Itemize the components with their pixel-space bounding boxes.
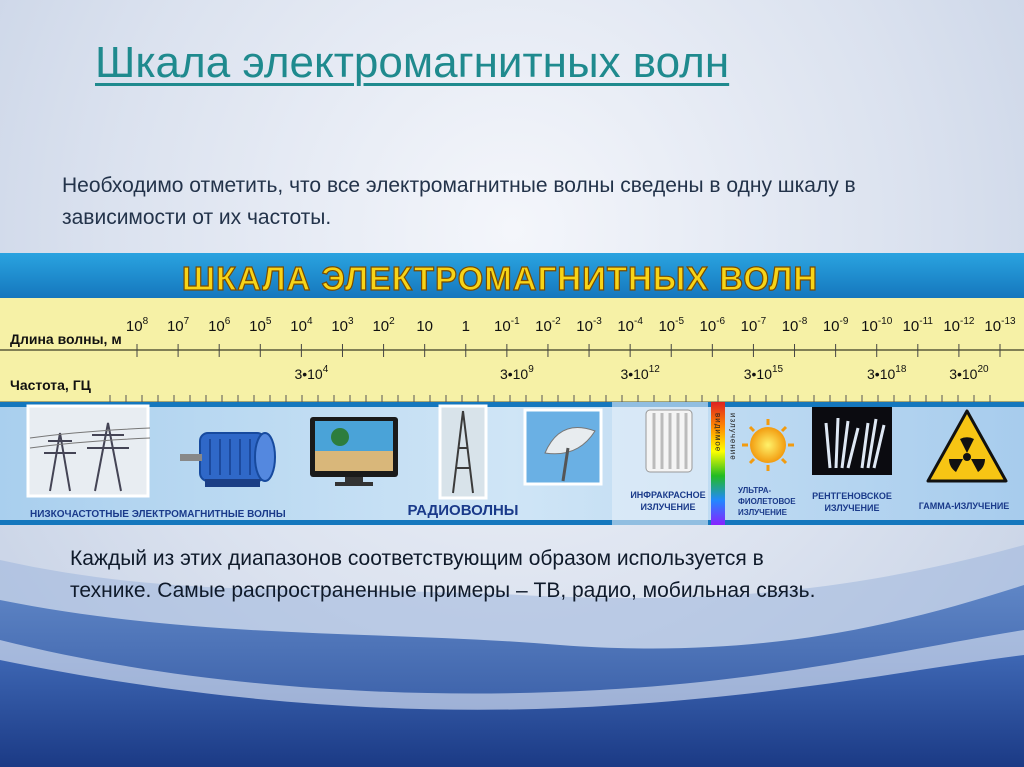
band-uv-1: УЛЬТРА- [738, 486, 772, 495]
band-gamma: ГАММА-ИЗЛУЧЕНИЕ [918, 501, 1010, 511]
satellite-dish-image [525, 410, 601, 484]
wavelength-tick-label: $10^{-12}$ [943, 316, 975, 335]
frequency-tick-label: $3•10^{15}$ [743, 364, 784, 382]
band-infrared-1: ИНФРАКРАСНОЕ [630, 490, 706, 500]
wavelength-tick-label: $10^{-11}$ [902, 316, 934, 335]
frequency-tick-label: $3•10^{12}$ [620, 364, 660, 382]
band-low-frequency: НИЗКОЧАСТОТНЫЕ ЭЛЕКТРОМАГНИТНЫЕ ВОЛНЫ [30, 509, 286, 520]
wavelength-tick-label: $10^{-1}$ [494, 316, 520, 335]
frequency-tick-label: $3•10^4$ [294, 364, 329, 382]
em-scale-banner [0, 253, 1024, 525]
wavelength-tick-label: $10^{-3}$ [576, 316, 602, 335]
slide-title: Шкала электромагнитных волн [95, 38, 730, 87]
wavelength-tick-label: $10^{-2}$ [535, 316, 561, 335]
usage-paragraph: Каждый из этих диапазонов соответствующим образом используется в технике. Самые распространенные примеры – ТВ, радио, мобильная связь. [70, 547, 816, 602]
power-lines-image [28, 406, 150, 496]
wavelength-tick-label: $10^{-5}$ [658, 316, 685, 335]
wavelength-label: Длина волны, м [10, 331, 122, 347]
wavelength-tick-label: $10^{-6}$ [699, 316, 726, 335]
wavelength-tick-label: $10^{-8}$ [781, 316, 808, 335]
band-uv-2: ФИОЛЕТОВОЕ [738, 497, 796, 506]
band-radio: РАДИОВОЛНЫ [407, 502, 519, 519]
frequency-tick-label: $3•10^{20}$ [949, 364, 989, 382]
band-infrared-2: ИЗЛУЧЕНИЕ [640, 502, 696, 512]
wavelength-tick-label: $10^7$ [166, 316, 190, 335]
wavelength-tick-label: $10^{-7}$ [740, 316, 767, 335]
wavelength-tick-label: $10^3$ [331, 316, 354, 335]
wavelength-tick-label: $10^5$ [249, 316, 272, 335]
band-xray-2: ИЗЛУЧЕНИЕ [824, 503, 880, 513]
wavelength-tick-label: 1 [461, 318, 470, 335]
xray-image [812, 407, 892, 475]
wavelength-tick-label: $10^{-4}$ [617, 316, 643, 335]
frequency-tick-label: $3•10^9$ [499, 364, 534, 382]
wavelength-tick-label: $10^4$ [290, 316, 313, 335]
wavelength-tick-label: 10 [416, 318, 434, 335]
wavelength-tick-label: $10^{-9}$ [822, 316, 849, 335]
frequency-label: Частота, ГЦ [10, 377, 91, 393]
frequency-tick-label: $3•10^{18}$ [867, 364, 907, 382]
wavelength-tick-label: $10^8$ [125, 316, 149, 335]
wavelength-tick-label: $10^{-13}$ [984, 316, 1016, 335]
visible-label: видимое [713, 413, 723, 453]
tv-tower-image [440, 406, 486, 498]
wavelength-tick-label: $10^2$ [372, 316, 395, 335]
band-xray-1: РЕНТГЕНОВСКОЕ [812, 491, 892, 501]
wavelength-tick-label: $10^{-10}$ [861, 316, 893, 335]
intro-paragraph: Необходимо отметить, что все электромагнитные волны сведены в одну шкалу в зависимости от их частоты. [62, 174, 856, 229]
wavelength-tick-label: $10^6$ [208, 316, 231, 335]
tv-image [310, 417, 398, 486]
banner-heading: ШКАЛА ЭЛЕКТРОМАГНИТНЫХ ВОЛН [181, 260, 819, 297]
visible-label-2: излучение [728, 413, 738, 461]
band-uv-3: ИЗЛУЧЕНИЕ [738, 508, 787, 517]
